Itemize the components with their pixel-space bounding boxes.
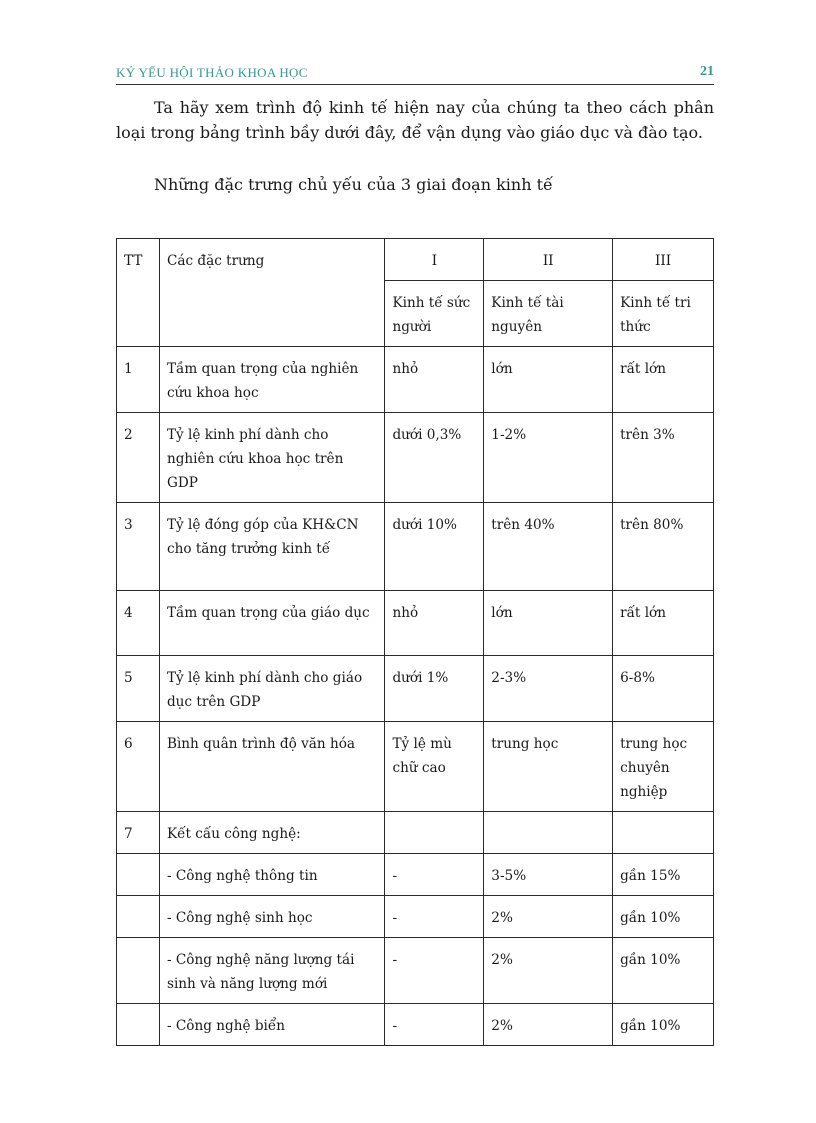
row-feature: Tỷ lệ kinh phí dành cho nghiên cứu khoa học trên GDP [159,413,384,503]
row-tt [117,854,160,896]
row-feature: Kết cấu công nghệ: [159,812,384,854]
row-tt: 7 [117,812,160,854]
row-value-3: gần 10% [613,1004,714,1046]
header-stage-3: III [613,239,714,281]
subheader-stage-3: Kinh tế tri thức [613,281,714,347]
row-value-3: rất lớn [613,591,714,656]
header-stage-1: I [385,239,484,281]
row-value-1: nhỏ [385,591,484,656]
header-feature: Các đặc trưng [159,239,384,347]
header-tt: TT [117,239,160,347]
row-tt: 5 [117,656,160,722]
row-value-1: dưới 10% [385,503,484,591]
row-value-2: trên 40% [484,503,613,591]
row-tt [117,938,160,1004]
row-value-2: 2-3% [484,656,613,722]
row-value-2: 2% [484,938,613,1004]
subheader-stage-2: Kinh tế tài nguyên [484,281,613,347]
row-tt: 6 [117,722,160,812]
economic-stages-table [116,238,714,1046]
table-row [117,812,714,854]
table-row [117,347,714,413]
row-value-1: - [385,1004,484,1046]
row-feature: - Công nghệ năng lượng tái sinh và năng lượng mới [159,938,384,1004]
row-value-3: rất lớn [613,347,714,413]
row-value-2 [484,812,613,854]
table-row [117,656,714,722]
table-header-row [117,239,714,281]
row-feature: Tầm quan trọng của nghiên cứu khoa học [159,347,384,413]
row-feature: Tầm quan trọng của giáo dục [159,591,384,656]
table-row [117,413,714,503]
table-row [117,591,714,656]
row-value-3: gần 10% [613,896,714,938]
row-value-1: - [385,938,484,1004]
row-feature: Bình quân trình độ văn hóa [159,722,384,812]
row-value-1: - [385,854,484,896]
row-value-1: dưới 0,3% [385,413,484,503]
header-stage-2: II [484,239,613,281]
row-feature: - Công nghệ thông tin [159,854,384,896]
row-value-2: lớn [484,347,613,413]
row-feature: - Công nghệ biển [159,1004,384,1046]
row-value-3: trên 80% [613,503,714,591]
header-title: KỶ YẾU HỘI THẢO KHOA HỌC [116,65,308,80]
intro-paragraph: Ta hãy xem trình độ kinh tế hiện nay của chúng ta theo cách phân loại trong bảng trình bầy dưới đây, để vận dụng vào giáo dục và đào tạo. [116,98,714,142]
row-value-3: trung học chuyên nghiệp [613,722,714,812]
table-row [117,1004,714,1046]
row-tt: 4 [117,591,160,656]
row-tt [117,896,160,938]
row-value-2: 2% [484,1004,613,1046]
row-value-1: - [385,896,484,938]
row-value-1: nhỏ [385,347,484,413]
table-row [117,503,714,591]
row-value-2: trung học [484,722,613,812]
subheader-stage-1: Kinh tế sức người [385,281,484,347]
table-caption: Những đặc trưng chủ yếu của 3 giai đoạn kinh tế [154,175,553,194]
row-tt: 2 [117,413,160,503]
row-value-2: 2% [484,896,613,938]
row-value-2: lớn [484,591,613,656]
row-feature: - Công nghệ sinh học [159,896,384,938]
row-value-1 [385,812,484,854]
page-number: 21 [700,64,714,79]
row-value-3: gần 15% [613,854,714,896]
row-value-1: dưới 1% [385,656,484,722]
row-value-3: gần 10% [613,938,714,1004]
table-row [117,722,714,812]
row-tt: 1 [117,347,160,413]
table-row [117,938,714,1004]
row-tt [117,1004,160,1046]
row-value-3: 6-8% [613,656,714,722]
running-header [116,62,714,85]
table-row [117,854,714,896]
row-feature: Tỷ lệ kinh phí dành cho giáo dục trên GDP [159,656,384,722]
row-value-1: Tỷ lệ mù chữ cao [385,722,484,812]
row-tt: 3 [117,503,160,591]
row-feature: Tỷ lệ đóng góp của KH&CN cho tăng trưởng kinh tế [159,503,384,591]
row-value-2: 1-2% [484,413,613,503]
row-value-3: trên 3% [613,413,714,503]
row-value-3 [613,812,714,854]
table-row [117,896,714,938]
row-value-2: 3-5% [484,854,613,896]
